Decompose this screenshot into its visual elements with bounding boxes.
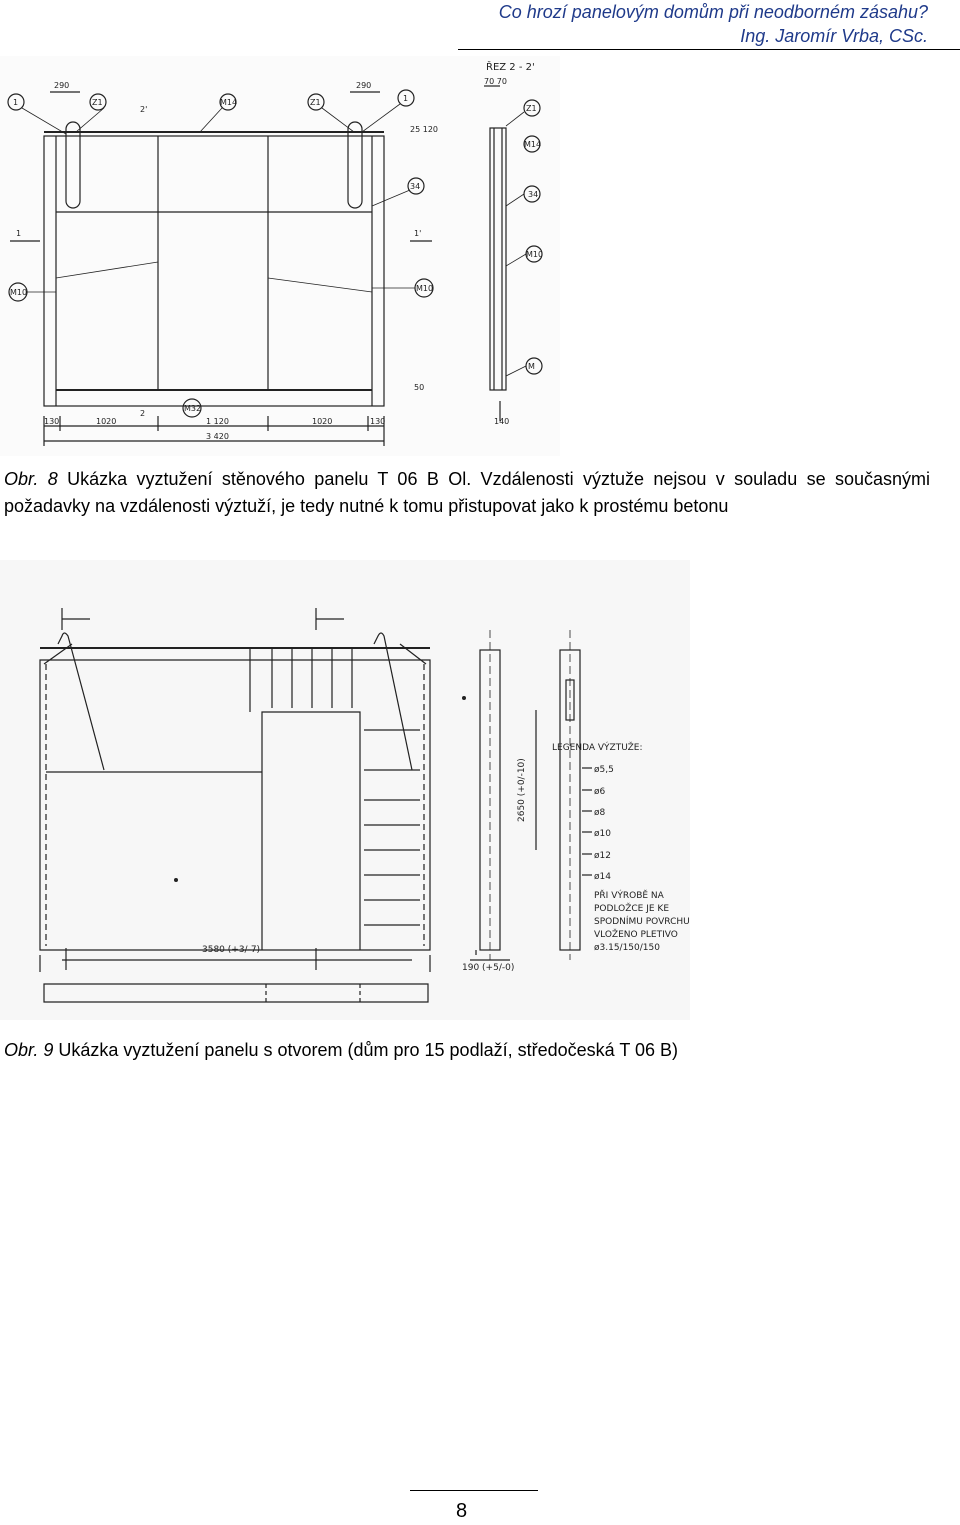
figure-9-caption-text: Ukázka vyztužení panelu s otvorem (dům pro 15 podlaží, středočeská T 06 B)	[53, 1040, 679, 1060]
figure-8-caption-text: Ukázka vyztužení stěnového panelu T 06 B Ol. Vzdálenosti výztuže nejsou v souladu se současnými požadavky na vzdálenosti výztuží, je tedy nutné k tomu přistupovat jako k prostému betonu	[4, 469, 930, 516]
section-mark-1: 1	[16, 229, 22, 238]
callout-34: 34	[410, 182, 421, 191]
legend-item-3: ø8	[594, 808, 606, 818]
dim-130-right: 130	[370, 417, 386, 426]
figure-9-drawing	[0, 560, 690, 1030]
section-mark-2p: 2'	[140, 105, 148, 114]
figure-8-label: Obr. 8	[4, 469, 58, 489]
callout-34-section: 34	[528, 190, 539, 199]
legend-item-2: ø6	[594, 787, 606, 797]
dim-1020-right: 1020	[312, 417, 333, 426]
dim-thickness: 190 (+5/-0)	[462, 963, 515, 973]
dim-50: 50	[414, 383, 425, 392]
legend-title: LEGENDA VÝZTUŽE:	[552, 743, 643, 753]
dim-25120: 25 120	[410, 125, 438, 134]
dim-140: 140	[494, 417, 510, 426]
note-line-2: PODLOŽCE JE KE	[594, 904, 670, 914]
note-line-4: VLOŽENO PLETIVO	[594, 930, 678, 940]
figure-9-label: Obr. 9	[4, 1040, 54, 1060]
dim-290-left: 290	[54, 81, 70, 90]
running-header	[499, 0, 928, 48]
legend-item-4: ø10	[594, 829, 611, 839]
callout-m14: M14	[220, 98, 238, 107]
callout-m-section: M	[528, 362, 535, 371]
legend-item-5: ø12	[594, 851, 611, 861]
section-mark-1p: 1'	[414, 229, 422, 238]
callout-1-right: 1	[403, 94, 409, 103]
note-line-1: PŘI VÝROBĚ NA	[594, 891, 664, 901]
dim-1020-left: 1020	[96, 417, 117, 426]
dim-1120: 1 120	[206, 417, 229, 426]
figure-8-drawing	[0, 56, 560, 456]
dim-130-left: 130	[44, 417, 60, 426]
header-author: Ing. Jaromír Vrba, CSc.	[740, 26, 928, 46]
dim-7070: 70 70	[484, 77, 507, 86]
section-mark-2: 2	[140, 409, 146, 418]
header-rule	[458, 49, 960, 50]
legend-item-6: ø14	[594, 872, 611, 882]
legend-item-1: ø5,5	[594, 765, 614, 775]
dim-290-right: 290	[356, 81, 372, 90]
page-number: 8	[456, 1500, 468, 1522]
dim-width: 3580 (+3/-7)	[202, 945, 261, 955]
callout-1-left: 1	[13, 98, 19, 107]
dim-height: 2650 (+0/-10)	[517, 758, 527, 822]
callout-m32: M32	[184, 404, 202, 413]
callout-z1-section: Z1	[526, 104, 537, 113]
callout-z1-right: Z1	[310, 98, 321, 107]
note-line-3: SPODNÍMU POVRCHU	[594, 917, 690, 927]
callout-m10-left: M10	[10, 288, 28, 297]
callout-m14-section: M14	[524, 140, 542, 149]
callout-z1-left: Z1	[92, 98, 103, 107]
callout-m10-right: M10	[416, 284, 434, 293]
footer-rule	[410, 1490, 538, 1491]
note-line-5: ø3.15/150/150	[594, 943, 660, 953]
section-label: ŘEZ 2 - 2'	[486, 62, 535, 73]
dim-3420: 3 420	[206, 432, 229, 441]
figure-9-caption	[4, 1038, 678, 1062]
figure-8-caption	[4, 466, 930, 520]
callout-m10-section: M10	[526, 250, 544, 259]
header-title: Co hrozí panelovým domům při neodborném zásahu?	[498, 2, 928, 22]
